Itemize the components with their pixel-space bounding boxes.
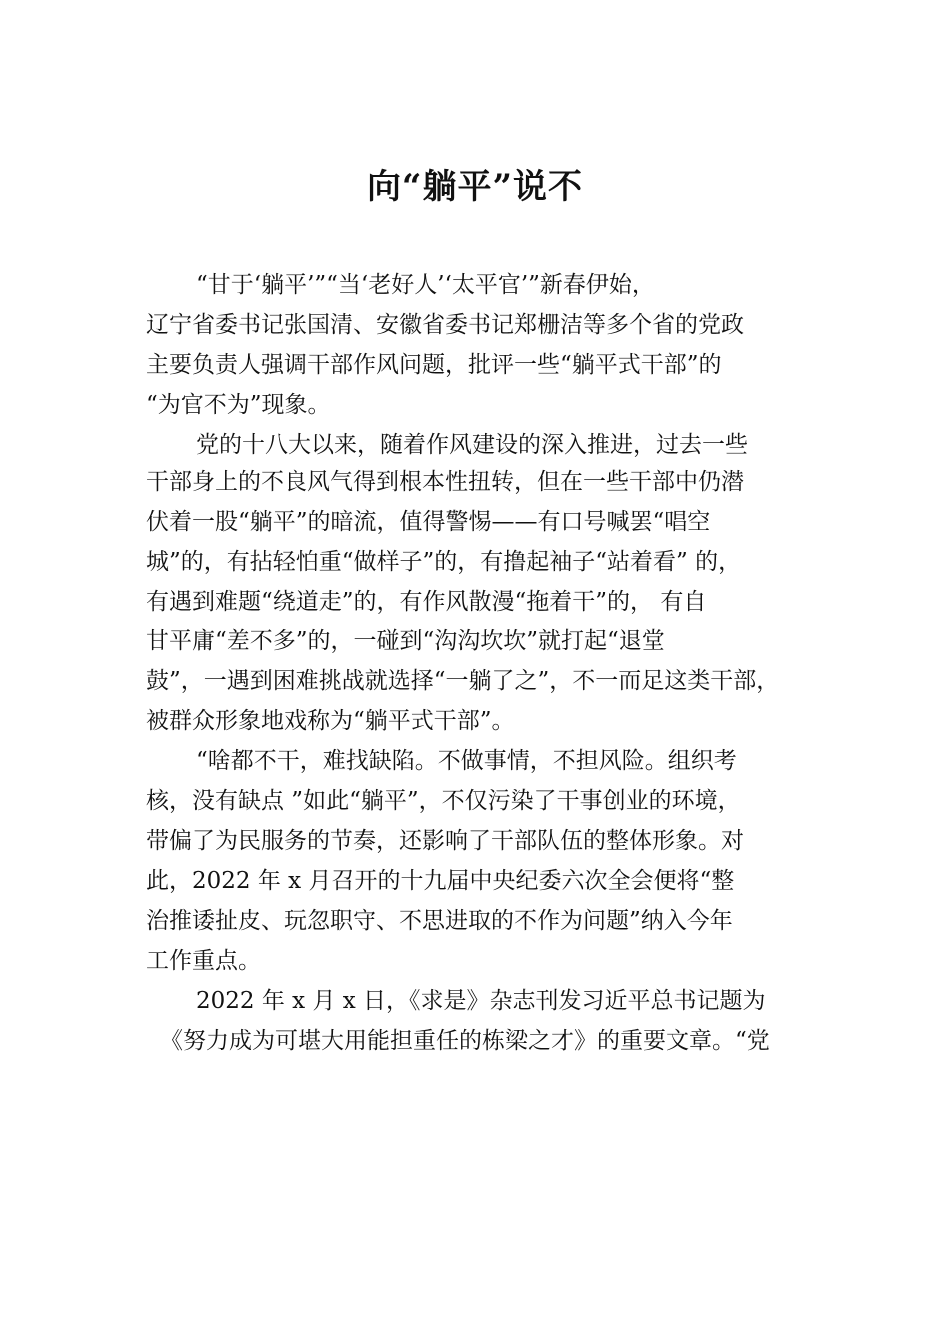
paragraph-line: “啥都不干，难找缺陷。不做事情，不担风险。组织考 (196, 748, 737, 774)
document-title: 向“躺平”说不 (366, 167, 584, 207)
paragraph-line: “甘于‘躺平’”“当‘老好人’‘太平官’”新春伊始， (196, 272, 655, 298)
paragraph-line: 鼓”，一遇到困难挑战就选择“一躺了之”，不一而足这类干部， (146, 668, 780, 694)
paragraph-line: 干部身上的不良风气得到根本性扭转，但在一些干部中仍潜 (146, 469, 744, 495)
paragraph-line: 伏着一股“躺平”的暗流，值得警惕——有口号喊罢“唱空 (146, 509, 711, 535)
paragraph-line: 辽宁省委书记张国清、安徽省委书记郑栅洁等多个省的党政 (146, 312, 744, 338)
paragraph-line: 带偏了为民服务的节奏，还影响了干部队伍的整体形象。对 (146, 828, 744, 854)
paragraph-line: 此，2022 年 x 月召开的十九届中央纪委六次全会便将“整 (146, 868, 735, 894)
paragraph-line: 治推诿扯皮、玩忽职守、不思进取的不作为问题”纳入今年 (146, 908, 733, 934)
paragraph-line: 核，没有缺点 ”如此“躺平”，不仅污染了干事创业的环境， (146, 788, 741, 814)
paragraph-line: 2022 年 x 月 x 日，《求是》杂志刊发习近平总书记题为 (196, 988, 766, 1014)
paragraph-line: 《努力成为可堪大用能担重任的栋梁之才》的重要文章。“党 (160, 1028, 770, 1054)
paragraph-line: 党的十八大以来，随着作风建设的深入推进，过去一些 (196, 432, 748, 458)
paragraph-line: 主要负责人强调干部作风问题，批评一些“躺平式干部”的 (146, 352, 722, 378)
paragraph-line: 工作重点。 (146, 948, 261, 974)
paragraph-line: 甘平庸“差不多”的，一碰到“沟沟坎坎”就打起“退堂 (146, 628, 665, 654)
paragraph-line: 有遇到难题“绕道走”的，有作风散漫“拖着干”的， 有自 (146, 589, 707, 615)
paragraph-line: “为官不为”现象。 (146, 392, 331, 418)
paragraph-line: 被群众形象地戏称为“躺平式干部”。 (146, 708, 515, 734)
paragraph-line: 城”的，有拈轻怕重“做样子”的，有撸起袖子“站着看” 的， (146, 549, 742, 575)
